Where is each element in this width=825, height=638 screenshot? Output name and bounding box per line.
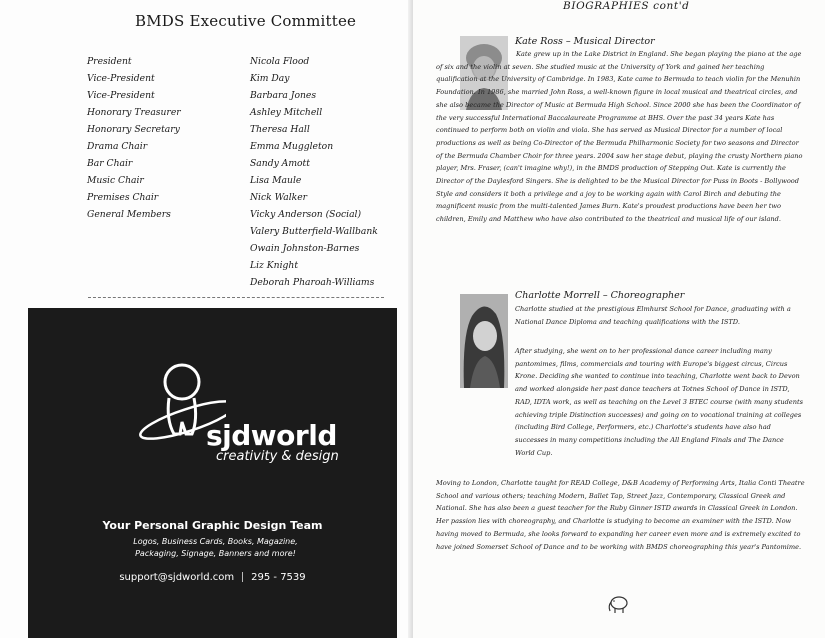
ad-services <box>108 536 323 560</box>
name-item: Nicola Flood <box>250 56 310 67</box>
role-item: President <box>87 56 132 67</box>
bio-charlotte-career: After studying, she went on to her professional dance career including many pantomimes, films, commercials and touring with Europe's biggest circus, Circus Krone. Deciding she wanted to continue into teaching, Charlotte went back to Devon and worked alongside her past dance teachers at Totnes School of Dance in ISTD, RAD, IDTA work, as well as teaching on the Level 3 BTEC course (with many students achieving triple Distinction successes) and going on to vocational training at colleges (including Bird College, Performers, etc.) Charlotte's students have also had successes in many competitions including the All England Finals and The Dance World Cup. <box>515 347 803 457</box>
section-divider <box>88 297 384 298</box>
contact-phone: 295 - 7539 <box>251 572 306 583</box>
name-item: Lisa Maule <box>250 175 302 186</box>
role-item: General Members <box>87 209 171 220</box>
biographies-heading: BIOGRAPHIES cont'd <box>563 0 690 12</box>
name-item: Emma Muggleton <box>250 141 334 152</box>
bio-kate-title: Kate Ross – Musical Director <box>515 36 655 47</box>
contact-email: support@sjdworld.com <box>119 572 235 583</box>
name-item: Deborah Pharoah-Williams <box>250 277 375 288</box>
bio-charlotte-intro: Charlotte studied at the prestigious Elmhurst School for Dance, graduating with a National Dance Diploma and teaching qualifications with the ISTD. <box>515 305 791 326</box>
name-item: Liz Knight <box>250 260 299 271</box>
committee-roles-list <box>87 53 181 223</box>
contact-separator <box>242 572 243 582</box>
role-item: Honorary Treasurer <box>87 107 181 118</box>
name-item: Barbara Jones <box>250 90 317 101</box>
name-item: Owain Johnston-Barnes <box>250 243 360 254</box>
services-line: Packaging, Signage, Banners and more! <box>135 549 296 558</box>
right-page <box>413 0 825 638</box>
brand-tagline: creativity & design <box>216 449 339 464</box>
brand-name: sjdworld <box>206 419 337 452</box>
name-item: Valery Butterfield-Wallbank <box>250 226 378 237</box>
bio-kate-text: Kate grew up in the Lake District in England. She began playing the piano at the age of six and the violin at seven. She studied music at the University of York and gained her teaching qualification at the University of Cambridge. In 1983, Kate came to Bermuda to teach violin for the Menuhin Foundation. In 1986, she married John Ross, a well-known figure in local musical and theatrical circles, and she also became the Director of Music at Bermuda High School. Since 2000 she has been the Coordinator of the very successful International Baccalaureate Programme at BHS. Over the past 34 years Kate has continued to perform both on violin and viola. She has served as Musical Director for a number of local productions as well as being Co-Director of the Bermuda Philharmonic Society for two seasons and Director of the Bermuda Chamber Choir for three years. 2004 saw her stage debut, playing the crusty Northern piano player, Mrs. Fraser, (can't imagine why!), in the BMDS production of Stepping Out. Kate is currently the Director of the Daylesford Singers. She is delighted to be the Musical Director for Puss in Boots - Bollywood Style and considers it both a privilege and a joy to be working again with Carol Birch and debuting the magnificent music from the multi-talented James Burn. Kate's proudest productions have been her two children, Emily and Matthew who have also contributed to the theatrical and musical life of our island. <box>436 50 803 224</box>
role-item: Drama Chair <box>87 141 148 152</box>
bio-charlotte-london: Moving to London, Charlotte taught for READ College, D&B Academy of Performing Arts, Italia Conti Theatre School and various others; teaching Modern, Ballet Tap, Street Jazz, Contemporary, Classical Greek and National. She has also been a guest teacher for the Ruby Ginner ISTD awards in Classical Greek in London. Her passion lies with choreography, and Charlotte is studying to become an examiner with the ISTD. Now having moved to Bermuda, she looks forward to expanding her career even more and is extremely excited to have joined Somerset School of Dance and to be working with BMDS choreographing this year's Pantomime. <box>436 479 805 551</box>
role-item: Music Chair <box>87 175 144 186</box>
role-item: Vice-President <box>87 73 155 84</box>
ad-contact <box>28 572 397 583</box>
sjdworld-advertisement <box>28 308 397 638</box>
committee-heading: BMDS Executive Committee <box>135 12 357 30</box>
services-line: Logos, Business Cards, Books, Magazine, <box>133 537 298 546</box>
name-item: Ashley Mitchell <box>250 107 323 118</box>
role-item: Vice-President <box>87 90 155 101</box>
name-item: Sandy Amott <box>250 158 310 169</box>
role-item: Honorary Secretary <box>87 124 180 135</box>
elephant-emblem-icon <box>607 594 629 614</box>
name-item: Vicky Anderson (Social) <box>250 209 362 220</box>
role-item: Bar Chair <box>87 158 133 169</box>
name-item: Theresa Hall <box>250 124 310 135</box>
ad-headline: Your Personal Graphic Design Team <box>102 519 323 532</box>
charlotte-morrell-photo <box>460 294 508 388</box>
role-item: Premises Chair <box>87 192 159 203</box>
committee-names-list <box>250 53 378 291</box>
name-item: Kim Day <box>250 73 290 84</box>
name-item: Nick Walker <box>250 192 308 203</box>
bio-charlotte-title: Charlotte Morrell – Choreographer <box>515 290 685 301</box>
